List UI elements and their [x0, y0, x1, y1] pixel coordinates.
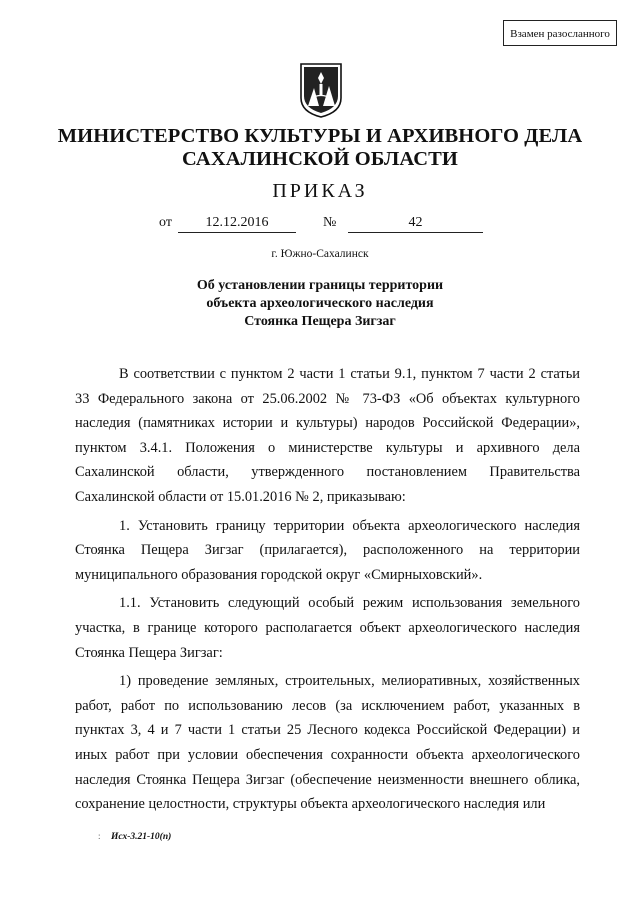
subject-line1: Об установлении границы территории: [196, 278, 444, 293]
document-type-title: ПРИКАЗ: [272, 180, 368, 202]
document-body: [75, 362, 580, 821]
subject-line2: объекта археологического наследия: [206, 296, 434, 311]
coat-of-arms-icon: [299, 62, 343, 118]
paragraph-subitem-1: 1) проведение земляных, строительных, мелиоративных, хозяйственных работ, работ по использованию лесов (за исключением работ, указанных в пунктах 3, 4 и 7 части 1 статьи 25 Лесного кодекса Российской Федерации) и иных работ при условии обеспечения сохранности объекта археологического наследия Стоянка Пещера Зигзаг (обеспечение неизменности внешнего облика, сохранение целостности, структуры объекта археологического наследия или: [75, 673, 580, 813]
outgoing-number-code: Исх-3.21-10(п): [111, 832, 172, 842]
date-from-label: от: [159, 215, 172, 230]
paragraph-item-1: 1. Установить границу территории объекта археологического наследия Стоянка Пещера Зигзаг (прилагается), расположенного на территории муниципального образования городской округ «Смирныховский».: [75, 517, 580, 583]
city-name: г. Южно-Сахалинск: [271, 248, 369, 260]
paragraph-preamble: В соответствии с пунктом 2 части 1 статьи 9.1, пунктом 7 части 2 статьи 33 Федерального закона от 25.06.2002 № 73-ФЗ «Об объектах культурного наследия (памятниках истории и культуры) народов Российской Федерации», пунктом 3.4.1. Положения о министерстве культуры и архивного дела Сахалинской области, утвержденного постановлением Правительства Сахалинской области от 15.01.2016 № 2, приказываю:: [75, 366, 580, 505]
paragraph-item-1-1: 1.1. Установить следующий особый режим использования земельного участка, в границе которого располагается объект археологического наследия Стоянка Пещера Зигзаг:: [75, 595, 580, 661]
footer-mark: :: [98, 831, 101, 841]
number-label: №: [323, 215, 337, 230]
subject-line3: Стоянка Пещера Зигзаг: [244, 314, 396, 329]
ministry-name-line2: САХАЛИНСКОЙ ОБЛАСТИ: [182, 148, 458, 170]
stamp-replacement-box: Взамен разосланного: [503, 20, 617, 46]
document-date: 12.12.2016: [178, 215, 296, 233]
document-number: 42: [348, 215, 483, 233]
ministry-name-line1: МИНИСТЕРСТВО КУЛЬТУРЫ И АРХИВНОГО ДЕЛА: [57, 125, 583, 147]
